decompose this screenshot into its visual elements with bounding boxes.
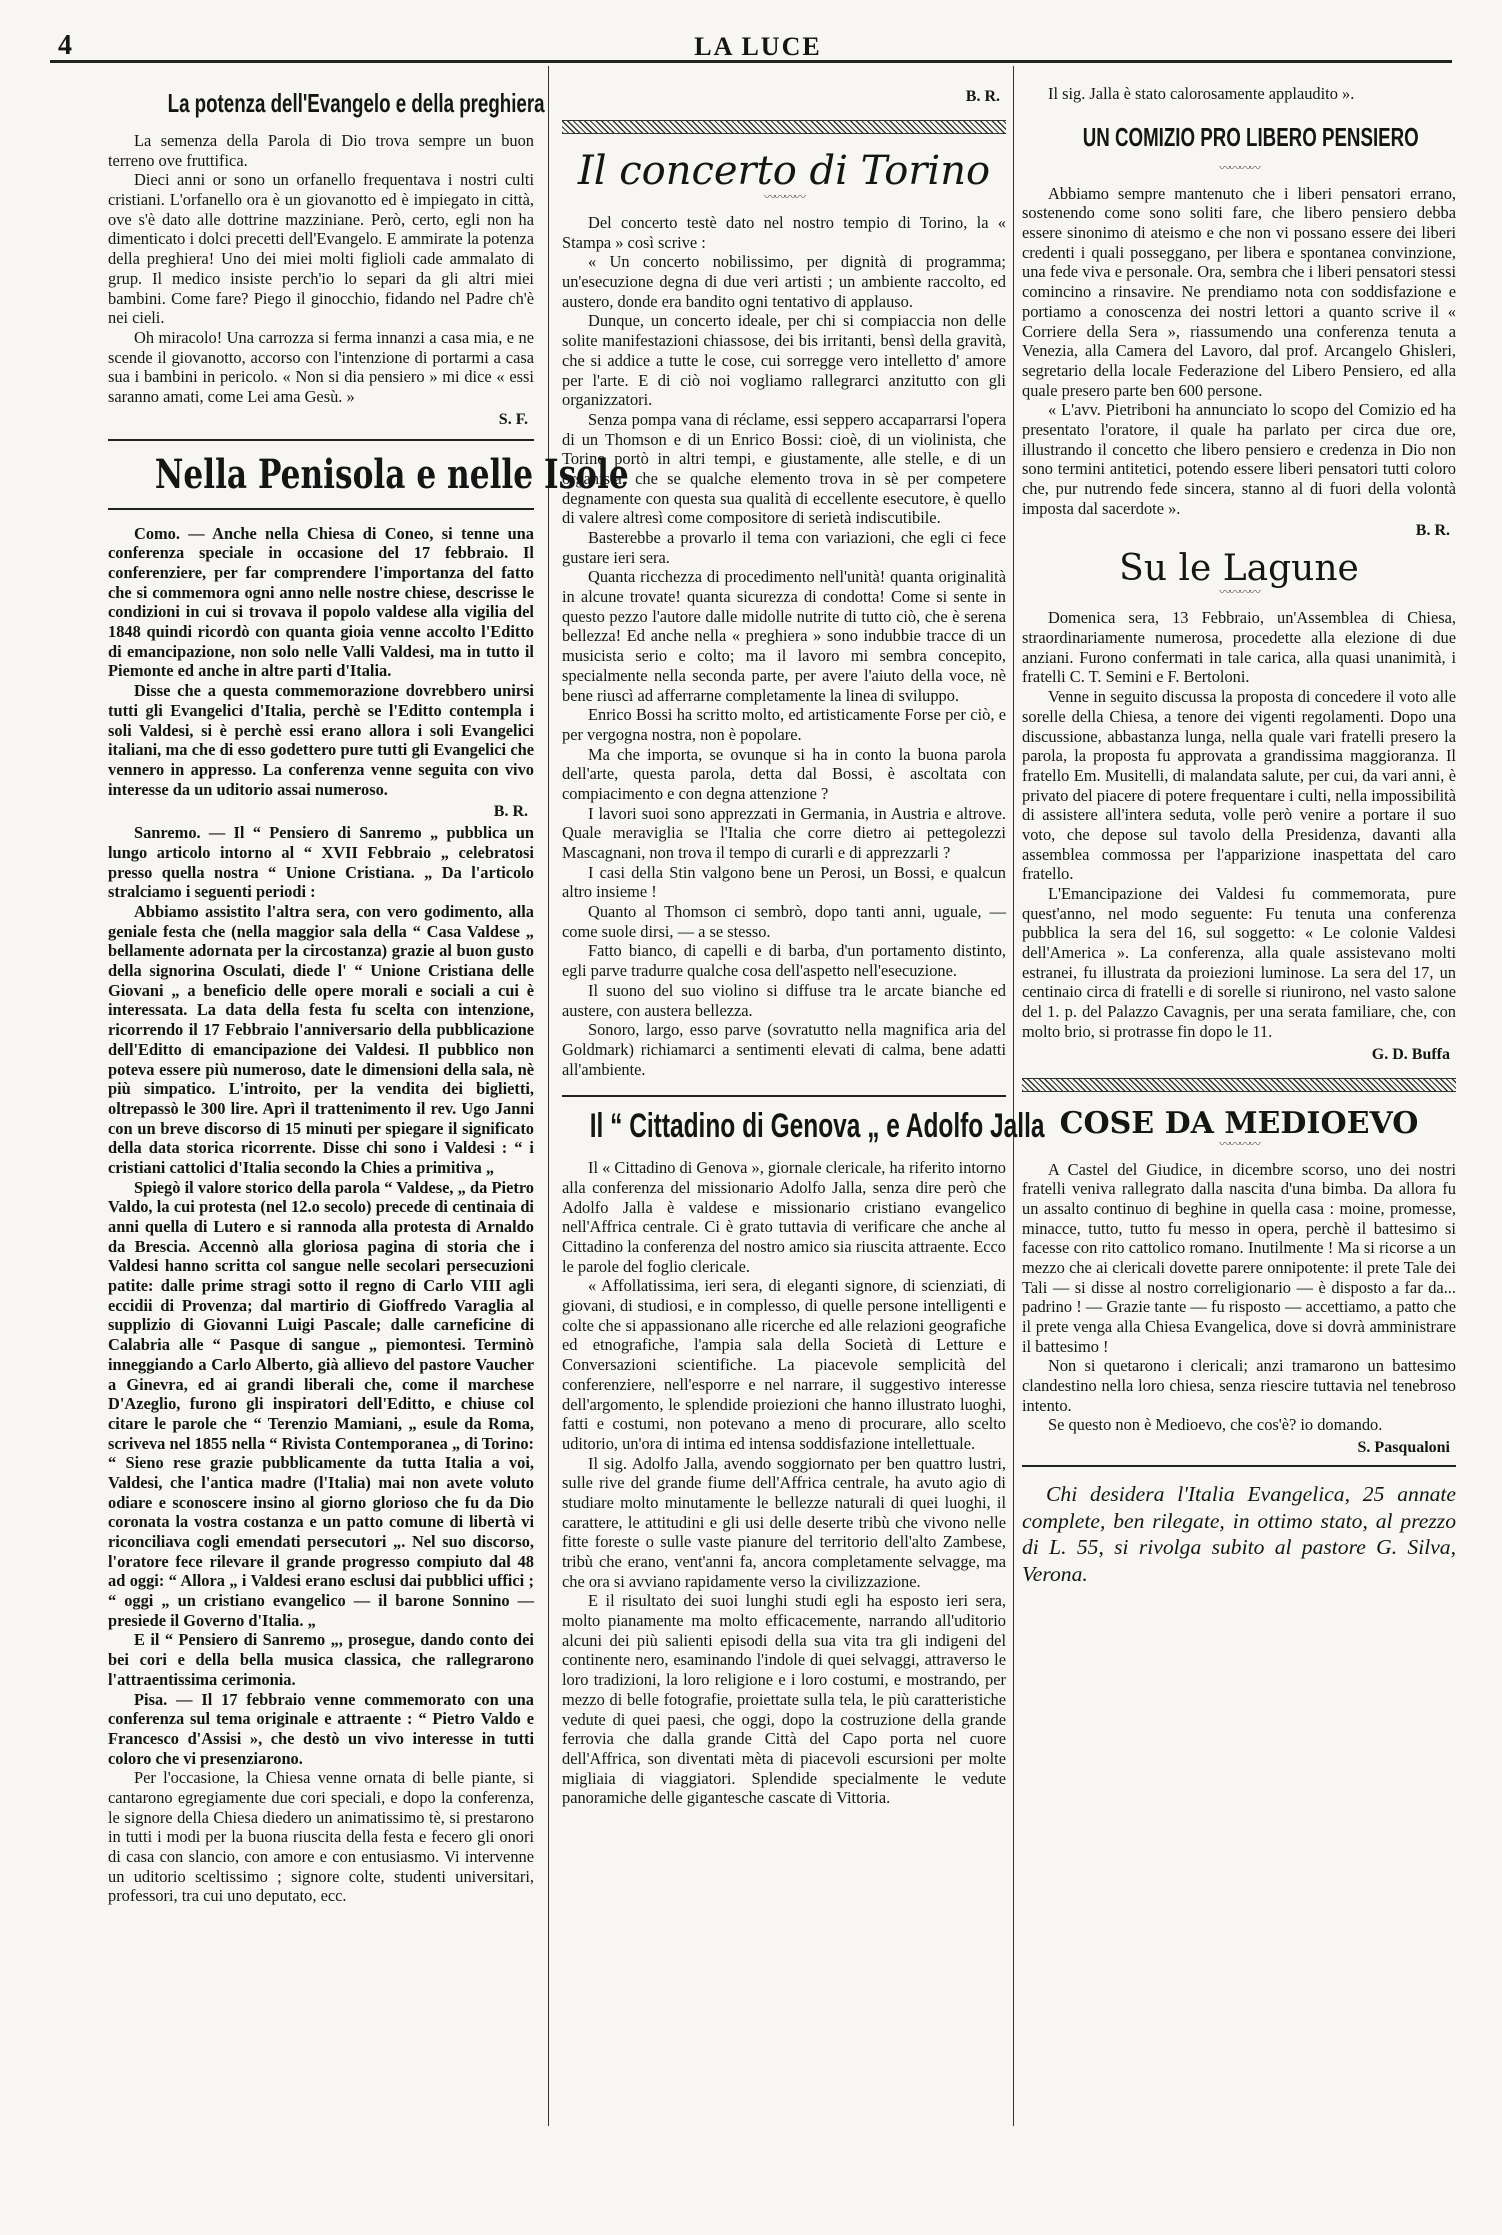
concerto-p3: Dunque, un concerto ideale, per chi si compiaccia non delle solite manifestazioni chiassose, dei bis irritanti, bensì della gravità, che si addice a tutte le cose, cui sorregge vero intelletto d' amore per l'arte. E di ciò noi vogliamo rallegrarci anzitutto con gli organizzatori.	[562, 311, 1006, 410]
concerto-p2: « Un concerto nobilissimo, per dignità di programma; un'esecuzione degna di due veri artisti ; un ambiente raccolto, ed austero, donde era bandito ogni tentativo di applauso.	[562, 252, 1006, 311]
column-rule-1	[548, 66, 549, 2126]
page-number: 4	[58, 30, 72, 61]
column-1	[108, 84, 629, 2214]
advertisement-text: Chi desidera l'Italia Evangelica, 25 annate complete, ben rilegate, in ottimo stato, al prezzo di L. 55, si rivolga subito al pastore G. Silva, Verona.	[1022, 1482, 1456, 1586]
comizio-p2: « L'avv. Pietriboni ha annunciato lo scopo del Comizio ed ha presentato l'oratore, il quale ha parlato per circa due ore, illustrando il concetto che libero pensiero e credenza in Dio non sono termini antitetici, potendo essere liberi pensatori tutti coloro che, pur nutrendo fede sincera, stanno al di fuori della volontà imposta dal sacerdote ».	[1022, 400, 1456, 518]
comizio-title: UN COMIZIO PRO LIBERO PENSIERO	[1082, 121, 1419, 152]
concerto-p9: I lavori suoi sono apprezzati in Germania, in Austria e altrove. Quale meraviglia se l'Italia che corre dietro ai pettegolezzi Mascagnani, non trova il tempo di curarli e di apprezzarli ?	[562, 803, 1006, 862]
advertisement	[1022, 1465, 1456, 1587]
concerto-p14: Sonoro, largo, esso parve (sovratutto nella magnifica aria del Goldmark) richiamarci a sentimenti elevati di calma, bene adatti all'ambiente.	[562, 1020, 1006, 1079]
potenza-p3: Oh miracolo! Una carrozza si ferma innanzi a casa mia, e ne scende il giovanotto, accorso con l'intenzione di portarmi a casa sua i bambini in pericolo. « Non si dia pensiero » mi dice « essi saranno amati, come Lei ama Gesù. »	[108, 327, 534, 406]
title-flourish: 〰〰〰〰	[1218, 1136, 1259, 1151]
sanremo-p4: E il “ Pensiero di Sanremo „, prosegue, dando conto dei bei cori e della bella musica classica, che rallegrarono l'attraentissima cerimonia.	[108, 1630, 534, 1689]
column-rule-2	[1013, 66, 1014, 2126]
cittadino-p3: Il sig. Adolfo Jalla, avendo soggiornato per ben quattro lustri, sulle rive del grande fiume dell'Affrica centrale, ha avuto agio di studiare molto minutamente le bellezze naturali di quei luoghi, il carattere, le attitudini e gli usi delle deserte tribù che vivono nelle fitte foreste o sulle vaste pianure del territorio dell'alto Zambese, tribù che erano, vent'anni fa, ancora completamente selvagge, ma che ora si avviano rapidamente verso la civilizzazione.	[562, 1453, 1006, 1591]
cittadino-p4: E il risultato dei suoi lunghi studi egli ha esposto ieri sera, molto pianamente ma molto efficacemente, narrando all'uditorio alcuni dei più salienti episodi della sua vita tra gli indigeni del continente nero, esaminando l'indole di quei selvaggi, attraverso le loro tradizioni, la loro religione e i loro costumi, e mostrando, per mezzo di belle fotografie, proiettate sulla tela, le più caratteristiche vedute di quei paesi, che oggi, dopo la costruzione della grande ferrovia che dalla grande Città del Capo porta nel cuore dell'Affrica, son diventati mèta di piacevoli escursioni per molte migliaia di viaggiatori. Splendide specialmente le vedute panoramiche delle gigantesche cascate di Vittoria.	[562, 1591, 1006, 1808]
column-3	[1022, 84, 1456, 2214]
concerto-p4: Senza pompa vana di réclame, essi seppero accaparrarsi l'opera di un Thomson e di un Enrico Bossi: cioè, di un violinista, che Torino portò in altri tempi, e giustamente, alle stelle, e di un organista, che se qualche elemento trova in sè per competere degnamente con questa sua qualità di eccellente esecutore, è quello di valere altresì come compositore di serietà indiscutibile.	[562, 409, 1006, 528]
medioevo-title: COSE DA MEDIOEVO	[1059, 1105, 1419, 1141]
sanremo-p2: Abbiamo assistito l'altra sera, con vero godimento, alla geniale festa che (nella maggior sala della “ Casa Valdese „ bellamente adornata per la circostanza) grazie al buon gusto della signorina Osculati, diede l' “ Unione Cristiana delle Giovani „ a beneficio delle opere morali e sociali a cui è interessata. La data della festa fu scelta con intenzione, ricorrendo il 17 Febbraio l'anniversario della pubblicazione dell'Editto di emancipazione dei Valdesi. Il pubblico non poteva essere più numeroso, date le dimensioni della sala, nè più simpatico. L'introito, per la vendita dei biglietti, oltrepassò le 300 lire. Aprì il trattenimento il rev. Ugo Janni con un breve discorso di 15 minuti per spiegare il significato della data storica ricorrente. Disse chi sono i Valdesi : “ i cristiani cattolici d'Italia secondo la Chies a primitiva „	[108, 902, 534, 1177]
comizio-signature: B. R.	[1415, 522, 1450, 540]
comizio-p1: Abbiamo sempre mantenuto che i liberi pensatori errano, sostenendo come sono soliti fare, che libero pensiero debba essere sinonimo di ateismo e che non vi possano essere dei liberi credenti i quali posseggano, per libera e spontanea convinzione, una fede viva e personale. Ora, sembra che i liberi pensatori stessi comincino a rinsavire. Ne prendiamo nota con soddisfazione e portiamo a conoscenza dei nostri lettori a quanto scrive il « Corriere della Sera », riassumendo una conferenza tenuta a Venezia, alla Camera del Lavoro, dal prof. Arcangelo Ghisleri, segretario della locale Federazione del Libero Pensiero, ed alla quale presero parte ben 600 persone.	[1022, 183, 1456, 400]
concerto-p8: Ma che importa, se ovunque si ha in conto la buona parola dell'arte, questa parola, detta dal Bossi, è ascoltata con compiacimento e con degna attenzione ?	[562, 744, 1006, 803]
penisola-title: Nella Penisola e nelle Isole	[154, 450, 629, 498]
potenza-p2: Dieci anni or sono un orfanello frequentava i nostri culti cristiani. L'orfanello ora è un giovanotto ed è impiegato in città, ove s'è dato alle dottrine mazziniane. Però, certo, egli non ha dimenticato i dolci precetti dell'Evangelo. E ammirate la potenza della preghiera! Uno dei miei molti figlioli cade ammalato di grup. Il medico insiste perch'io lo separi da gli altri miei bambini. Come fare? Piego il ginocchio, fidando nel Padre ch'è nei cieli.	[108, 170, 534, 328]
medioevo-p1: A Castel del Giudice, in dicembre scorso, uno dei nostri fratelli veniva rallegrato dalla nascita d'una bimba. Da allora fu un assalto continuo di beghine in quella casa : moine, promesse, minacce, tutto, tutto fu messo in opera, perchè il battesimo si facesse con rito cattolico romano. Inutilmente ! Ma si ricorse a un mezzo che ai clericali dovette parere onnipotente: il prete Tale dei Tali — si disse al nostro correligionario — è disposto a far da... padrino ! — Grazie tante — fu risposto — accettiamo, a patto che il prete venga alla Chiesa Evangelica, dove si dovrà amministrare il battesimo !	[1022, 1159, 1456, 1356]
concerto-p13: Il suono del suo violino si diffuse tra le arcate bianche ed austere, con austera bellezza.	[562, 980, 1006, 1020]
title-flourish: 〰〰〰〰	[1218, 585, 1259, 600]
pisa-signature: B. R.	[965, 88, 1000, 105]
concerto-p11: Quanto al Thomson ci sembrò, dopo tanti anni, uguale, — come suole dirsi, — a se stesso.	[562, 902, 1006, 941]
concerto-title: Il concerto di Torino	[577, 148, 991, 194]
ornament-band-2	[1022, 1078, 1456, 1092]
masthead: LA LUCE	[694, 32, 822, 61]
medioevo-p3: Se questo non è Medioevo, che cos'è? io domando.	[1048, 1415, 1383, 1435]
pisa-p1: Pisa. — Il 17 febbraio venne commemorato con una conferenza sul tema originale e attraente : “ Pietro Valdo e Francesco d'Assisi », che destò un vivo interesse in tutti coloro che vi presenziarono.	[108, 1689, 534, 1768]
concerto-p6: Quanta ricchezza di procedimento nell'unità! quanta originalità in alcune trovate! quanta sicurezza di condotta! Come si sente in questo pezzo l'autore dalle midolle nutrite di tutto ciò, che è serena bellezza! Ed anche nella « preghiera » sono indubbie tracce di un musicista serio e colto; ma il lavoro mi sembra concepito, specialmente nella seconda parte, per avere l'aiuto della voce, nè bene riuscì ad afferrarne completamente la linea di sviluppo.	[562, 567, 1006, 705]
title-flourish: 〰〰〰〰	[763, 190, 804, 204]
sanremo-p1: Sanremo. — Il “ Pensiero di Sanremo „ pubblica un lungo articolo intorno al “ XVII Febbraio „ celebratosi presso quella nostra “ Unione Cristiana. „ Da l'articolo stralciamo i seguenti periodi :	[108, 823, 534, 902]
lagune-signature: G. D. Buffa	[1371, 1045, 1450, 1063]
penisola-title-box	[108, 439, 629, 510]
pisa-p2: Per l'occasione, la Chiesa venne ornata di belle piante, si cantarono egregiamente due cori speciali, e dopo la conferenza, le signore della Chiesa diedero un animatissimo tè, si prestarono in tutti i modi per la buona riuscita della festa e fecero gli onori di casa con slancio, con amore e con entusiasmo. Vi intervenne un uditorio sceltissimo ; signore colte, studenti universitari, professori, tra cui uno deputato, ecc.	[108, 1768, 534, 1906]
concerto-p12: Fatto bianco, di capelli e di barba, d'un portamento distinto, egli parve tradurre qualche cosa dell'aspetto nell'esecuzione.	[562, 941, 1006, 981]
ornament-band-1	[562, 120, 1006, 134]
cittadino-p1: Il « Cittadino di Genova », giornale clericale, ha riferito intorno alla conferenza del missionario Adolfo Jalla, senza dire però che Adolfo Jalla è valdese e missionario cristiano evangelico nell'Affrica centrale. Ci è grato tuttavia di verificare che anche al Cittadino la conferenza del nostro amico sia riuscita attraente. Ecco le parole del foglio clericale.	[562, 1158, 1006, 1276]
lagune-p2: Venne in seguito discussa la proposta di concedere il voto alle sorelle della Chiesa, a tenore dei vigenti regolamenti. Dopo una discussione, abbastanza lunga, nella quale vari fratelli presero la parola, la proposta fu approvata a grandissima maggioranza. Il fratello Em. Musitelli, di malandata salute, per cui, da vari anni, è privato del piacere di potere frequentare i culti, nella impossibilità di assistere all'intera seduta, volle però venire a portare il suo voto, che depose sul tavolo della Presidenza, davanti alla assemblea commossa per l'apparizione inaspettata del caro fratello.	[1022, 687, 1456, 884]
como-signature: B. R.	[493, 803, 528, 821]
page-header	[58, 30, 1458, 80]
column-2	[562, 84, 1045, 2214]
cittadino-p2: « Affollatissima, ieri sera, di eleganti signore, di scienziati, di giovani, di studiosi, e in complesso, di quelle persone intelligenti e colte che si appassionano alle ricerche ed alle relazioni geografiche ed etnografiche, l'ampia sala della Società di Letture e Conversazioni scientifiche. La piacevole semplicità del conferenziere, nell'esporre e nel narrare, il suggestivo interesse dell'argomento, le splendide proiezioni che hanno illustrato luoghi, fatti e costumi, non potevano a meno di procurare, allo scelto uditorio, un'ora di intima ed intensa soddisfazione intellettuale.	[562, 1276, 1006, 1453]
concerto-p10: I casi della Stin valgono bene un Perosi, un Bossi, e qualcun altro insieme !	[562, 862, 1006, 902]
medioevo-p2: Non si quetarono i clericali; anzi tramarono un battesimo clandestino nella loro chiesa, senza riescire tuttavia nel tenebroso intento.	[1022, 1356, 1456, 1415]
potenza-title: La potenza dell'Evangelo e della preghiera	[167, 88, 545, 118]
sanremo-p3: Spiegò il valore storico della parola “ Valdese, „ da Pietro Valdo, la cui protesta (nel 12.o secolo) precede di centinaia di anni quella di Lutero e si rannoda alla protesta di Arnaldo da Brescia. Accennò alla gloriosa pagina di storia che i Valdesi hanno scritta col sangue nelle secolari persecuzioni patite: dalle prime stragi sotto il regno di Carlo VIII agli eccidii di Provenza; dal martirio di Gioffredo Varaglia al supplizio di Giovanni Luigi Pascale; dalle carneficine di Calabria alle “ Pasque di sangue „ piemontesi. Terminò inneggiando a Carlo Alberto, già allievo del pastore Vaucher a Ginevra, ed ai grandi liberali che, come il marchese D'Azeglio, furono gli inspiratori dell'Editto, e chiuse col citare le parole che “ Terenzio Mamiani, „ esule da Roma, scriveva nel 1855 nella “ Rivista Contemporanea „ di Torino: “ Sieno rese grazie pubblicamente da tutta Italia a voi, Valdesi, che l'antica madre (l'Italia) mai non avete voluto odiare e sconoscere insino al giorno glorioso che fu da Dio coronata la vostra costanza e un patto comune di libertà vi riconciliava cogli emendati persecutori „. Nel suo discorso, l'oratore fece rilevare il grande progresso compiuto dal 48 ad oggi: “ Allora „ i Valdesi erano esclusi dai pubblici uffici ; “ oggi „ un cristiano evangelico — il barone Sonnino — presiede il Governo d'Italia. „	[108, 1177, 534, 1630]
lagune-title: Su le Lagune	[1119, 548, 1359, 590]
medioevo-signature: S. Pasqualoni	[1357, 1439, 1450, 1457]
concerto-p5: Basterebbe a provarlo il tema con variazioni, che egli ci fece gustare ieri sera.	[562, 528, 1006, 567]
cittadino-p5: Il sig. Jalla è stato calorosamente applaudito ».	[1048, 84, 1355, 103]
concerto-p1: Del concerto testè dato nel nostro tempio di Torino, la « Stampa » così scrive :	[562, 213, 1006, 252]
lagune-p3: L'Emancipazione dei Valdesi fu commemorata, pure quest'anno, nel modo seguente: Fu tenuta una conferenza pubblica la sera del 16, sul soggetto: « Le colonie Valdesi dell'America ». La conferenza, alla quale assistevano molti estranei, fu illustrata da proiezioni luminose. La sera del 17, un centinaio circa di fratelli e di sorelle si riunirono, nel vasto salone del 1. p. del Palazzo Cavagnis, per una serata familiare, che, con molto brio, si protrasse fin dopo le 11.	[1022, 884, 1456, 1041]
potenza-signature: S. F.	[498, 410, 528, 428]
cittadino-title: Il “ Cittadino di Genova „ e Adolfo Jalla	[589, 1107, 1045, 1146]
title-flourish: 〰〰〰〰	[1218, 160, 1259, 175]
rule-cittadino	[562, 1095, 1006, 1097]
lagune-p1: Domenica sera, 13 Febbraio, un'Assemblea di Chiesa, straordinariamente numerosa, procedette alla elezione di due anziani. Furono confermati in tale carica, alla quasi unanimità, i fratelli C. T. Semini e F. Bertoloni.	[1022, 608, 1456, 687]
header-rule	[50, 60, 1452, 63]
potenza-p1: La semenza della Parola di Dio trova sempre un buon terreno ove fruttifica.	[108, 131, 534, 170]
concerto-p7: Enrico Bossi ha scritto molto, ed artisticamente Forse per ciò, e per vergogna nostra, non è popolare.	[562, 705, 1006, 744]
como-p1: Como. — Anche nella Chiesa di Coneo, si tenne una conferenza speciale in occasione del 17 febbraio. Il conferenziere, per far comprendere l'importanza del fatto che si commemora ogni anno nelle nostre chiese, descrisse le condizioni in cui si trovava il popolo valdese alla vigilia del 1848 quindi ricordò con quanta gioia venne accolto l'Editto di emancipazione, non solo nelle Valli Valdesi, ma in tutto il Piemonte ed anche in altre parti d'Italia.	[108, 523, 534, 681]
como-p2: Disse che a questa commemorazione dovrebbero unirsi tutti gli Evangelici d'Italia, perchè se l'Editto contempla i soli Valdesi, si è perchè essi erano allora i soli Evangelici italiani, ma che di esso godettero pure tutti gli Evangelici che vennero in appresso. La conferenza venne seguita con vivo interesse da un uditorio assai numeroso.	[108, 681, 534, 799]
